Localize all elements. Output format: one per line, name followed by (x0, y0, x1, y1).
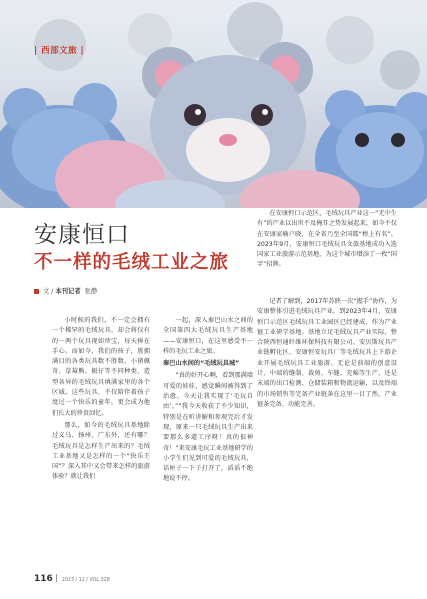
page-number: 116 (34, 574, 53, 584)
red-square-icon (34, 289, 39, 294)
body-column-3 (257, 297, 397, 412)
paragraph: 那么，如今的毛绒玩具基地除过义乌、扬州、广东外，还有哪？毛绒玩具是怎样生产出来的？毛绒工业基地又是怎样的一个“快乐王国”？深入其中又会带来怎样的旅游体验？就让我们 (52, 421, 150, 481)
teddy-bears-illustration (0, 0, 427, 208)
paragraph: 小时候的我们，不一定会拥有一个稀罕的毛绒玩具，却会将仅有的一两个玩具视如珍宝，每天捧在手心。而如今，我们的孩子，簇拥满目的各类玩具数不胜数，小猪佩奇、草莓熊、振仔等不同种类、造型各异的毛绒玩具填满家里的各个区域。这些玩具，不仅陪伴着孩子度过一个快乐的童年，更会成为他们长大的珍贵回忆。 (52, 317, 150, 417)
byline-prefix: 文 / (43, 288, 56, 295)
paragraph: 记者了解到，2017年苏陕一次“握手”协作，为安康整体引进毛绒玩具产业。到2023年4月，安康恒口示范区毛绒玩具工业园区已经建成，作为产业链工业研学基地。基地立足毛绒玩具产业实际，整合陕西恒通纤维环保科技有限公司、安贝斯玩具产业链孵化区、安康恒安玩具厂等毛绒玩具上下游企业开展毛绒玩具工业旅游。无论是前端的创意设计、中端的缝制、裁剪、车缝、充棉等生产，还是末端的出口检测、仓储装箱和物流运输，以及终端的市场销售等完备产业链条在这里一目了然，产业链条完备、功能完善。 (257, 298, 397, 408)
issue-meta: 2023 / 12 / VOL.328 (61, 578, 110, 583)
section-tag: | 西部文旅 | (34, 46, 85, 56)
paragraph: 一起，深入秦巴山水之间的全国第四大毛绒玩具生产基地——安康恒口，在这里感受不一样的毛玩工业之旅。 (163, 317, 253, 355)
paragraph: 在安康恒口示范区，毛绒玩具产业这一“无中生有”的产业以出世不及掩耳之势发展起来，如今不仅在安康家喻户晓，在全省乃至全国都“榜上有名”。2023年9月，安康恒口毛绒玩具文旅基地成功入选国家工业旅游示范基地，为这个城市增添了一枚“国字”招牌。 (257, 210, 397, 269)
body-column-1 (52, 316, 150, 485)
byline-author: 张静 (84, 288, 98, 295)
section-subheading: 秦巴山水间的“毛绒玩具城” (163, 360, 240, 368)
byline-role: 本刊记者 (55, 288, 81, 295)
paragraph: “真的好开心啊，看到那满墙可爱的娃娃，感觉瞬间被得到了治愈。今天让我实现了‘毛玩自由’。”“我今天收获了不少知识，特别是在听讲解和参观完后才发现，原来一只毛绒玩具生产出来要那么多道工序呀！真的很神奇！”来安康毛玩工业基地研学的小学生们见到可爱的毛绒玩具，话匣子一下子打开了，滔滔不绝地说不停。 (163, 372, 253, 483)
page-footer (34, 574, 110, 584)
byline (34, 286, 97, 295)
article-subtitle: 不一样的毛绒工业之旅 (34, 252, 230, 273)
body-column-2 (163, 316, 253, 487)
divider (56, 574, 57, 582)
article-title: 安康恒口 (34, 222, 130, 248)
right-column-top (257, 209, 397, 273)
hero-photo-teddy-bears (0, 0, 427, 208)
